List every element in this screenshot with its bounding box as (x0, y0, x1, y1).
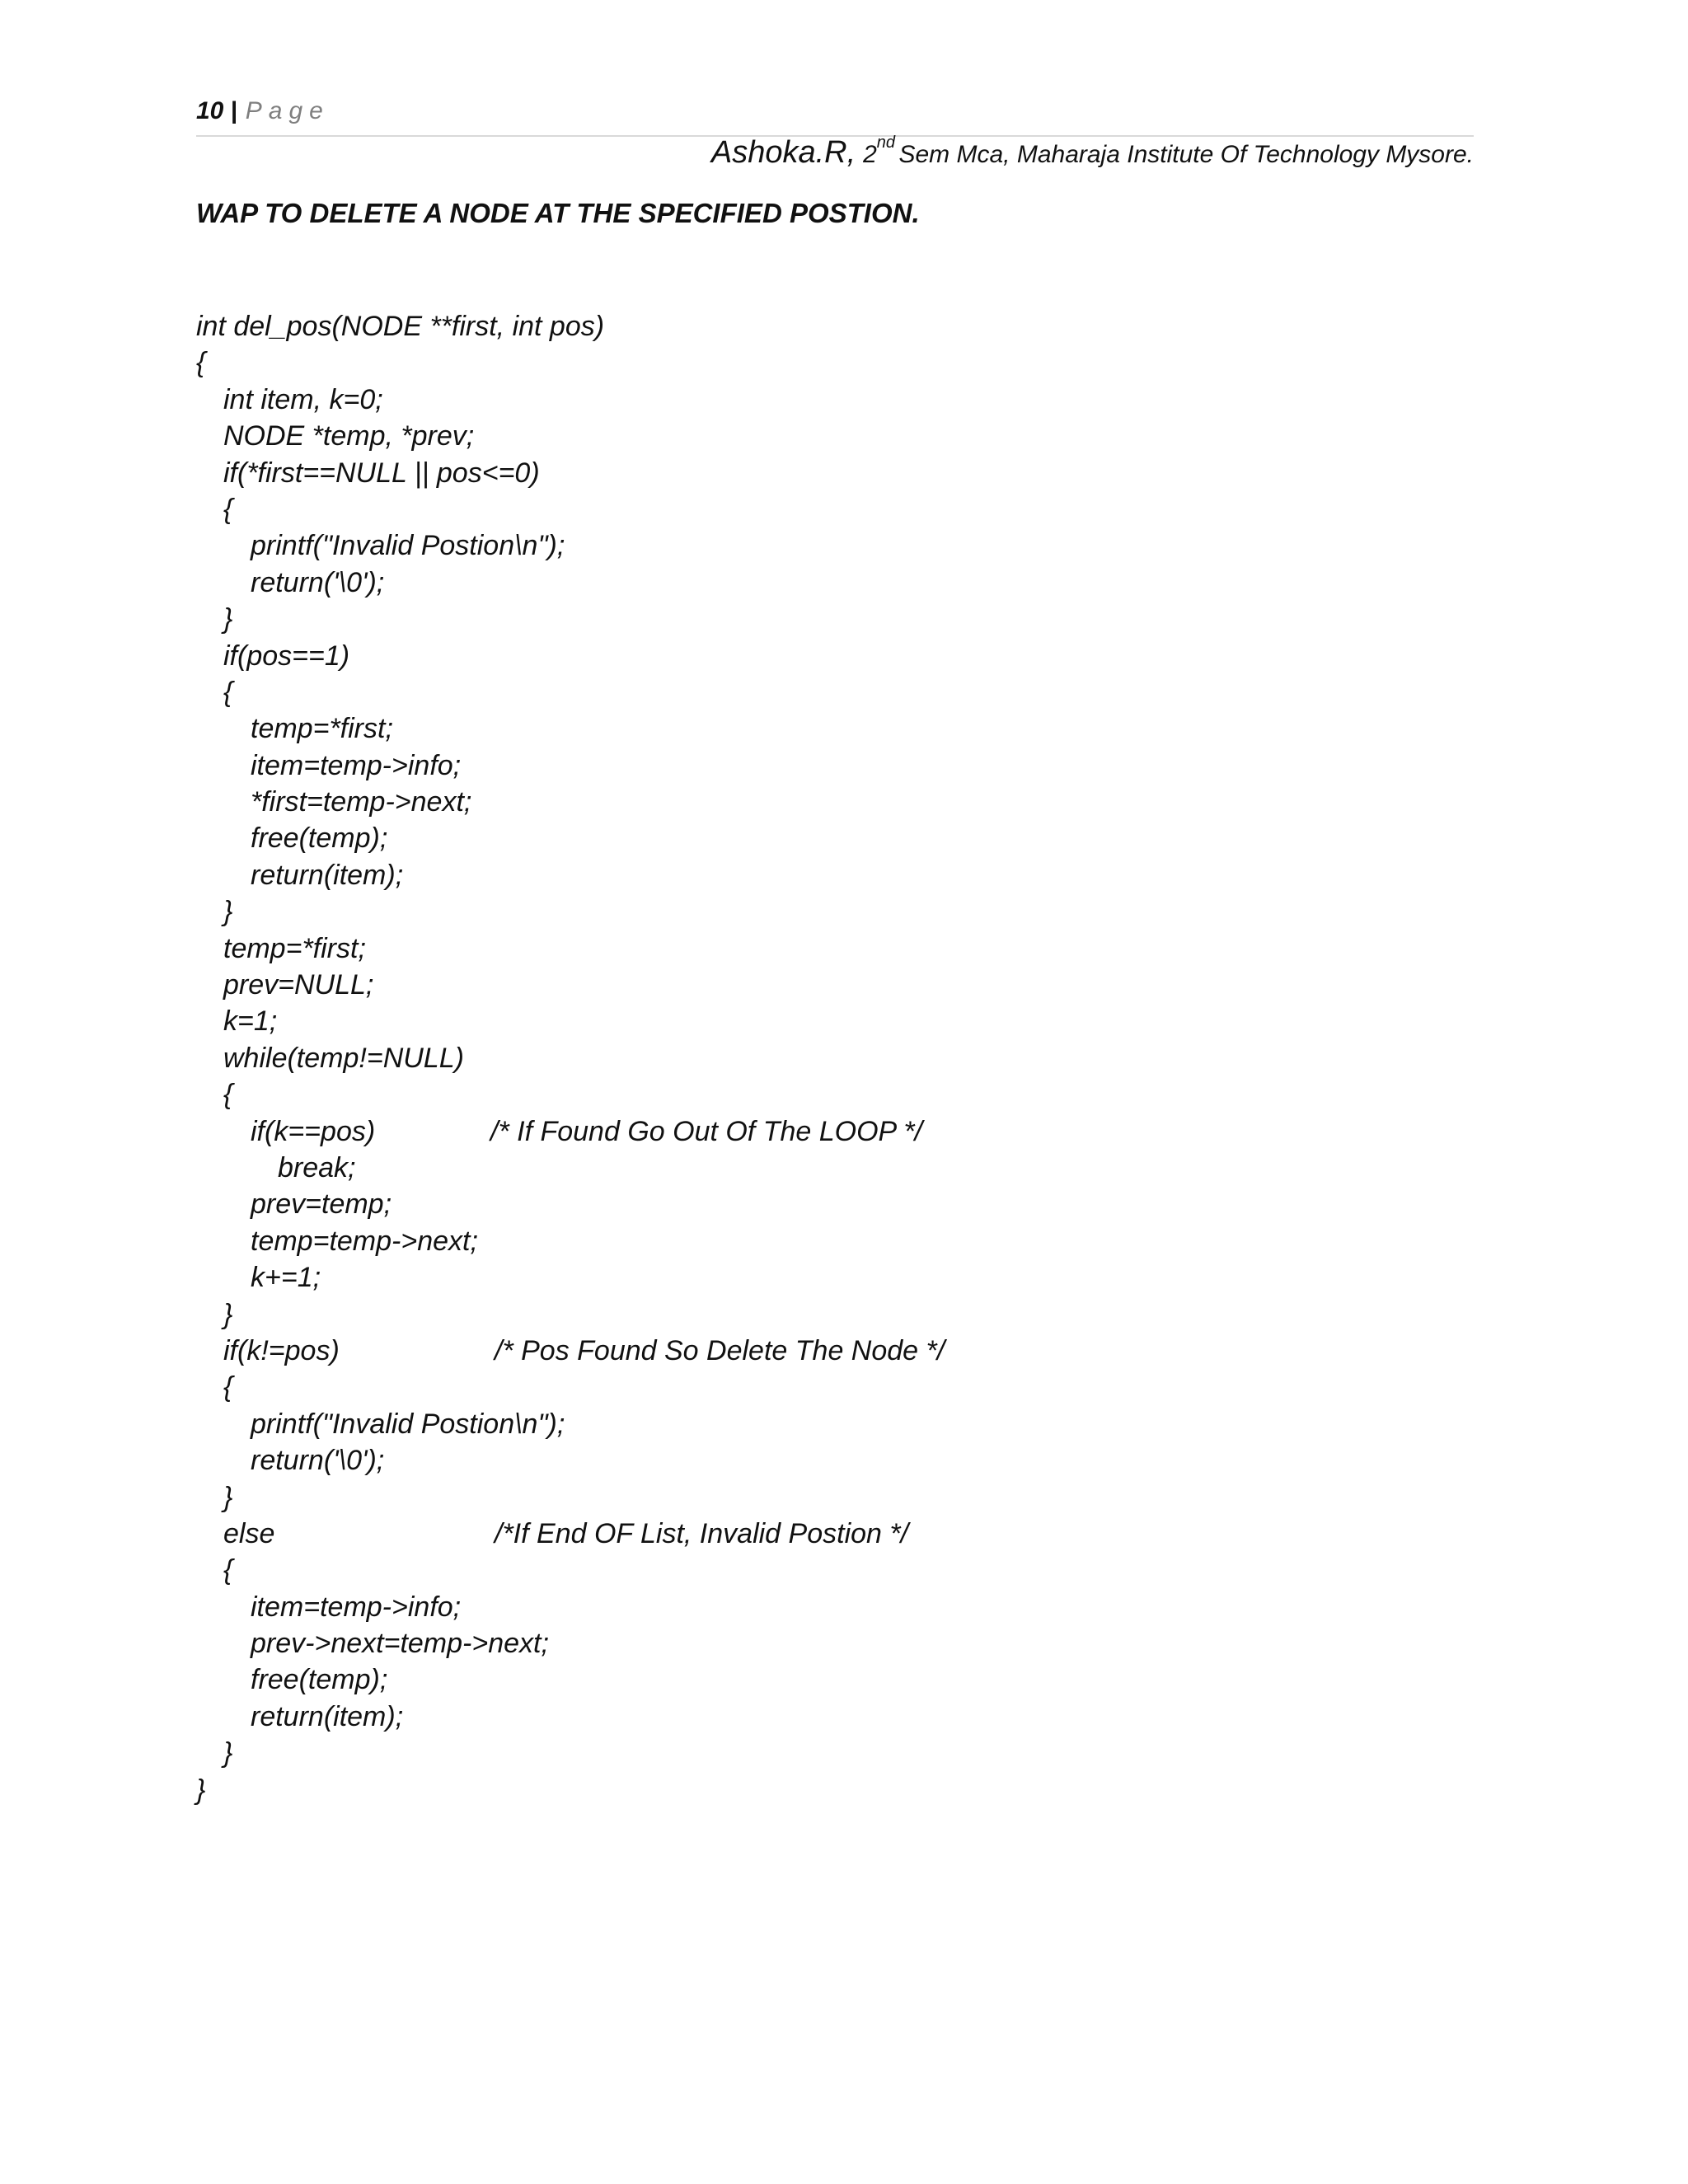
code-line (196, 674, 1268, 710)
code-text: if(k!=pos) (223, 1334, 340, 1366)
code-text: } (223, 603, 233, 635)
code-comment: /* Pos Found So Delete The Node */ (495, 1334, 945, 1366)
code-text: free(temp); (251, 1664, 388, 1696)
code-line (196, 565, 1268, 601)
page-header (196, 97, 1474, 137)
code-text: while(temp!=NULL) (223, 1042, 464, 1074)
code-text: if(k==pos) (251, 1115, 376, 1147)
code-line (196, 1113, 1268, 1150)
code-line (196, 455, 1268, 491)
code-line (196, 893, 1268, 930)
code-line (196, 527, 1268, 564)
code-line (196, 1661, 1268, 1698)
code-text: printf("Invalid Postion\n"); (251, 530, 565, 562)
code-line (196, 748, 1268, 784)
code-text: { (223, 1554, 233, 1586)
page-number-label (196, 97, 330, 125)
code-line (196, 1186, 1268, 1222)
code-line (196, 1223, 1268, 1259)
code-line (196, 967, 1268, 1003)
code-line (196, 1516, 1268, 1552)
code-line (196, 930, 1268, 967)
code-text: { (196, 347, 206, 379)
code-text: printf("Invalid Postion\n"); (251, 1408, 565, 1440)
code-text: return('\0'); (251, 566, 385, 598)
code-text: if(pos==1) (223, 640, 350, 672)
page-title: WAP TO DELETE A NODE AT THE SPECIFIED POSTION. (196, 198, 920, 228)
code-text: return('\0'); (251, 1445, 385, 1477)
code-line (196, 1772, 1268, 1808)
code-text: else (223, 1517, 275, 1549)
code-line (196, 382, 1268, 418)
code-text: { (223, 493, 233, 525)
code-text: *first=temp->next; (251, 786, 472, 818)
code-text: temp=*first; (251, 713, 393, 745)
code-text: temp=*first; (223, 932, 366, 964)
code-text: } (223, 1737, 233, 1769)
code-line (196, 1406, 1268, 1442)
code-line (196, 1699, 1268, 1735)
code-text: { (223, 676, 233, 708)
code-line (196, 638, 1268, 674)
code-line (196, 308, 1268, 344)
code-line (196, 1003, 1268, 1039)
code-line (196, 1259, 1268, 1296)
code-text: return(item); (251, 1700, 404, 1732)
code-text: if(*first==NULL || pos<=0) (223, 457, 540, 489)
code-line (196, 1150, 1268, 1186)
code-text: } (223, 1298, 233, 1330)
code-line (196, 344, 1268, 381)
code-text: { (223, 1079, 233, 1111)
code-line (196, 1369, 1268, 1405)
code-line (196, 1040, 1268, 1076)
code-text: int del_pos(NODE **first, int pos) (196, 311, 605, 342)
code-line (196, 1296, 1268, 1333)
code-line (196, 491, 1268, 527)
code-text: break; (278, 1151, 356, 1183)
author-line (711, 134, 1474, 171)
code-line (196, 1625, 1268, 1661)
code-comment: /*If End OF List, Invalid Postion */ (495, 1517, 909, 1549)
code-text: } (196, 1774, 206, 1806)
author-semester-number: 2 (863, 141, 877, 168)
code-line (196, 710, 1268, 747)
code-line (196, 1735, 1268, 1771)
code-comment: /* If Found Go Out Of The LOOP */ (490, 1115, 923, 1147)
code-text: return(item); (251, 859, 404, 891)
code-text: temp=temp->next; (251, 1225, 478, 1257)
code-line (196, 1552, 1268, 1588)
code-line (196, 601, 1268, 637)
code-line (196, 1589, 1268, 1625)
page-separator: | (230, 97, 237, 124)
code-line (196, 1333, 1268, 1369)
code-line (196, 418, 1268, 454)
code-line (196, 1076, 1268, 1113)
page-number: 10 (196, 97, 224, 124)
code-line (196, 857, 1268, 893)
code-line (196, 1479, 1268, 1516)
code-text: } (223, 896, 233, 928)
code-text: item=temp->info; (251, 1591, 462, 1623)
code-line (196, 1442, 1268, 1479)
code-line (196, 820, 1268, 856)
author-name: Ashoka.R, (710, 135, 856, 170)
code-text: item=temp->info; (251, 749, 462, 781)
code-text: { (223, 1371, 233, 1404)
code-text: NODE *temp, *prev; (223, 420, 475, 452)
code-block (196, 308, 1268, 1808)
author-semester-suffix: nd (876, 134, 896, 152)
code-text: prev=temp; (251, 1188, 392, 1221)
page-word: Page (245, 97, 330, 124)
code-text: prev=NULL; (223, 969, 374, 1001)
author-affiliation: Sem Mca, Maharaja Institute Of Technology Mysore. (898, 141, 1474, 168)
code-text: free(temp); (251, 823, 388, 855)
code-text: k+=1; (251, 1262, 321, 1294)
code-text: } (223, 1481, 233, 1513)
code-line (196, 784, 1268, 820)
code-text: k=1; (223, 1005, 278, 1038)
code-text: prev->next=temp->next; (251, 1628, 549, 1660)
code-text: int item, k=0; (223, 383, 383, 415)
